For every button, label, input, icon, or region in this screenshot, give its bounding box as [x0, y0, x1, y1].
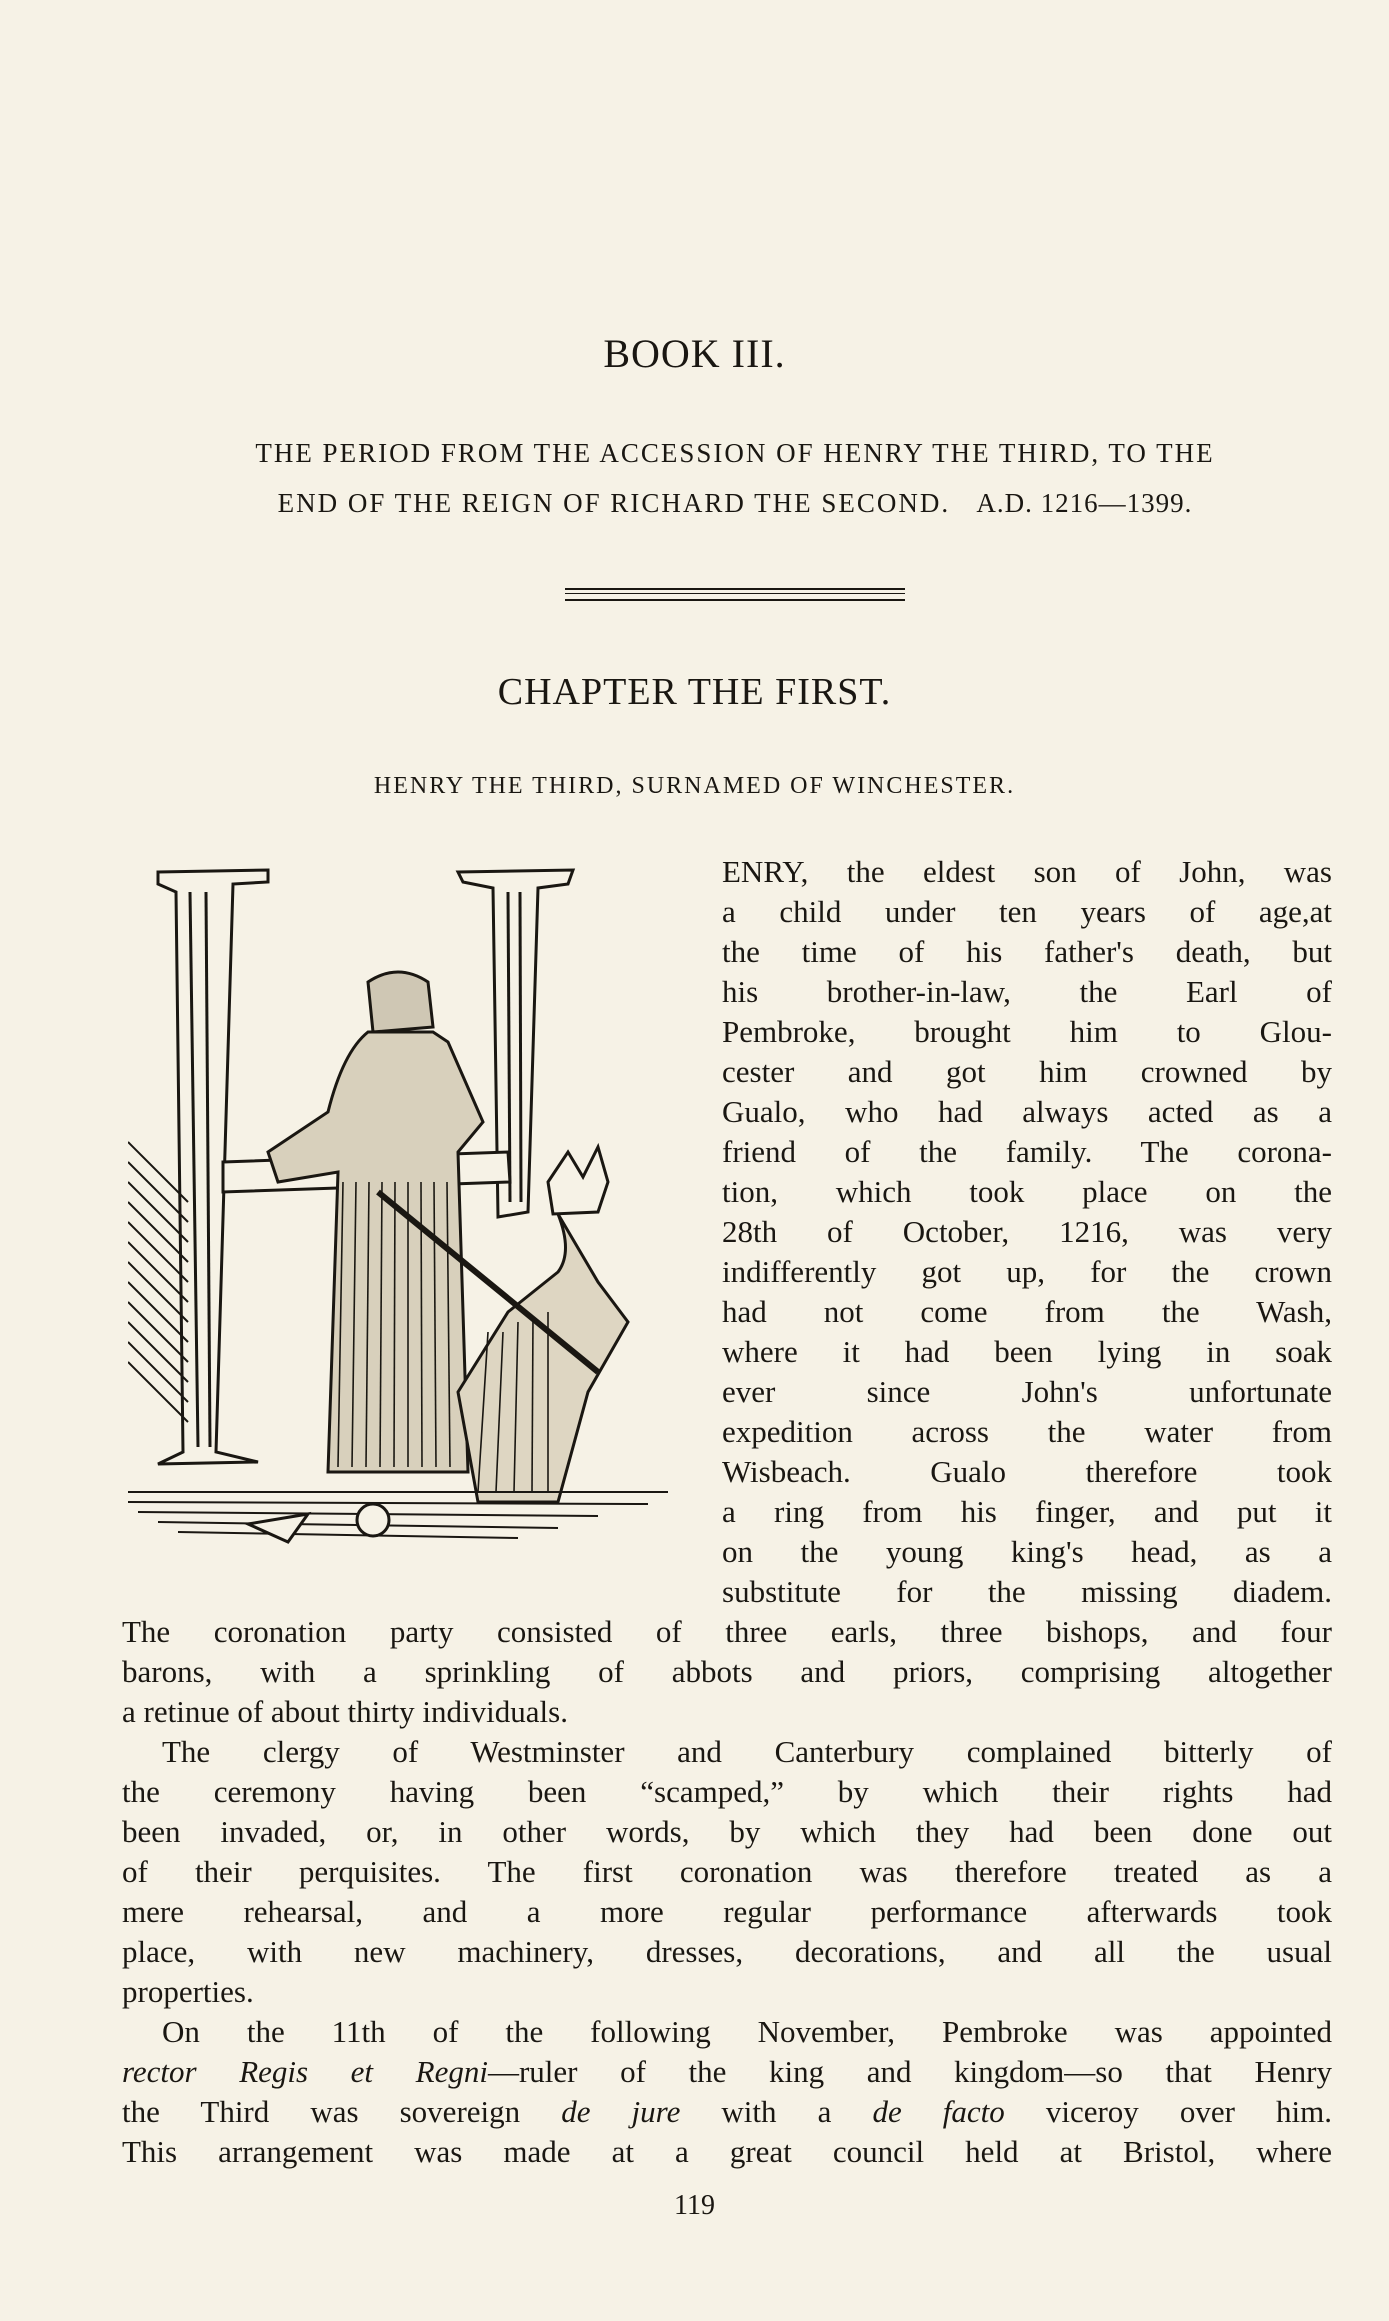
- book-title: BOOK III.: [603, 331, 786, 376]
- period-line-1: THE PERIOD FROM THE ACCESSION OF HENRY THE THIRD, TO THE: [255, 438, 1215, 468]
- page-number: 119: [674, 2190, 715, 2221]
- text-line: cester and got him crowned by: [722, 1054, 1332, 1089]
- text-line: substitute for the missing diadem.: [722, 1574, 1332, 1609]
- illuminated-initial-H-king-crowning-icon: [128, 852, 688, 1582]
- text-line: Gualo, who had always acted as a: [722, 1094, 1332, 1129]
- text-span: with a: [680, 2094, 873, 2129]
- text-line: a ring from his finger, and put it: [722, 1494, 1332, 1529]
- text-line: place, with new machinery, dresses, decorations, and all the usual: [122, 1934, 1332, 1969]
- text-line: This arrangement was made at a great council held at Bristol, where: [122, 2134, 1332, 2169]
- text-line: [122, 2052, 1332, 2092]
- text-line: his brother-in-law, the Earl of: [722, 974, 1332, 1009]
- text-line: a retinue of about thirty individuals.: [122, 1694, 568, 1729]
- text-line: The clergy of Westminster and Canterbury complained bitterly of: [162, 1734, 1332, 1769]
- text-line: friend of the family. The corona-: [722, 1134, 1332, 1169]
- text-line: the ceremony having been “scamped,” by which their rights had: [122, 1774, 1332, 1809]
- text-line: had not come from the Wash,: [722, 1294, 1332, 1329]
- text-line: where it had been lying in soak: [722, 1334, 1332, 1369]
- latin-phrase: de facto: [872, 2094, 1005, 2129]
- text-line: barons, with a sprinkling of abbots and priors, comprising altogether: [122, 1654, 1332, 1689]
- text-line: been invaded, or, in other words, by which they had been done out: [122, 1814, 1332, 1849]
- text-line: the time of his father's death, but: [722, 934, 1332, 969]
- period-heading: [130, 428, 1340, 528]
- text-line: indifferently got up, for the crown: [722, 1254, 1332, 1289]
- text-span: the Third was sovereign: [122, 2094, 562, 2129]
- text-span: —ruler of the king and kingdom—so that Henry: [487, 2054, 1332, 2089]
- text-line: On the 11th of the following November, Pembroke was appointed: [162, 2014, 1332, 2049]
- text-line: ever since John's unfortunate: [722, 1374, 1332, 1409]
- text-line: tion, which took place on the: [722, 1174, 1332, 1209]
- text-line: Wisbeach. Gualo therefore took: [722, 1454, 1332, 1489]
- text-line: Pembroke, brought him to Glou-: [722, 1014, 1332, 1049]
- text-span: viceroy over him.: [1004, 2094, 1333, 2129]
- latin-phrase: de jure: [561, 2094, 681, 2129]
- text-line: of their perquisites. The first coronation was therefore treated as a: [122, 1854, 1332, 1889]
- period-line-2: [130, 478, 1340, 528]
- text-line: on the young king's head, as a: [722, 1534, 1332, 1569]
- period-line-2-text: END OF THE REIGN OF RICHARD THE SECOND.: [277, 488, 951, 518]
- text-line: ENRY, the eldest son of John, was: [722, 854, 1332, 889]
- text-line: 28th of October, 1216, was very: [722, 1214, 1332, 1249]
- text-line: [122, 2092, 1332, 2132]
- text-line: The coronation party consisted of three earls, three bishops, and four: [122, 1614, 1332, 1649]
- text-line: a child under ten years of age,at: [722, 894, 1332, 929]
- double-rule-divider: [565, 588, 905, 601]
- latin-phrase: rector Regis et Regni: [122, 2054, 488, 2089]
- text-line: mere rehearsal, and a more regular performance afterwards took: [122, 1894, 1332, 1929]
- text-line: properties.: [122, 1974, 254, 2009]
- wrapped-text-column: [722, 852, 1332, 1612]
- period-dates: A.D. 1216—1399.: [976, 488, 1193, 518]
- chapter-subtitle: HENRY THE THIRD, SURNAMED OF WINCHESTER.: [373, 773, 1016, 799]
- chapter-title: CHAPTER THE FIRST.: [497, 671, 892, 713]
- body-text: [122, 1612, 1332, 2172]
- text-line: expedition across the water from: [722, 1414, 1332, 1449]
